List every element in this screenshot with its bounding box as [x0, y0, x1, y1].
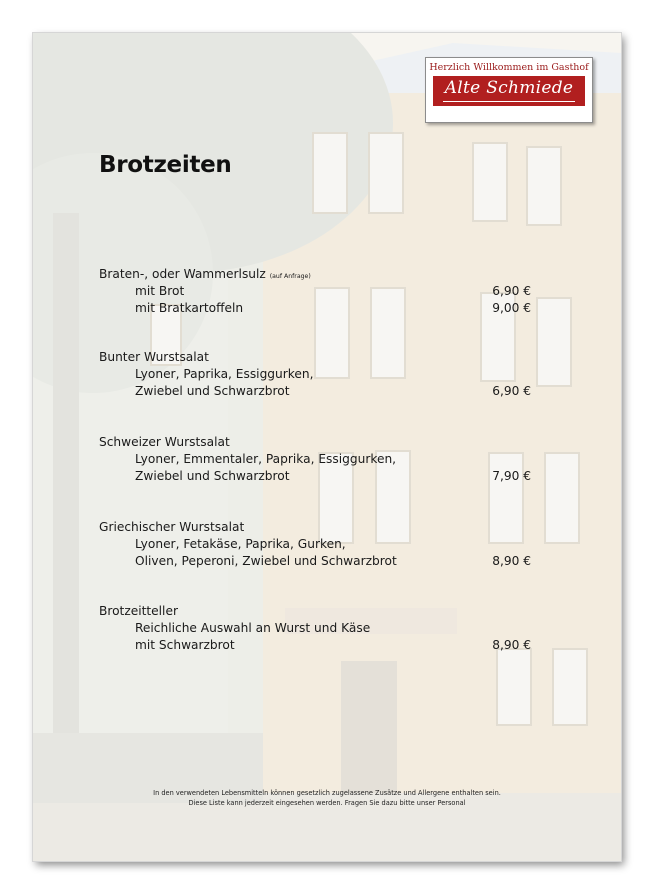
- menu-item-line: [99, 383, 531, 400]
- menu-item-name-row: [99, 603, 531, 620]
- logo-banner: [433, 76, 585, 106]
- logo-name: Alte Schmiede: [444, 78, 574, 98]
- gasthof-logo: [425, 57, 593, 123]
- menu-item-line-text: Lyoner, Paprika, Essiggurken,: [135, 367, 314, 381]
- menu-item-price: 8,90 €: [492, 554, 531, 568]
- menu-item-note: (auf Anfrage): [269, 273, 311, 280]
- menu-item-line: [99, 283, 531, 300]
- menu-item-line: [99, 637, 531, 654]
- menu-item-line: [99, 553, 531, 570]
- menu-item-price: 6,90 €: [492, 384, 531, 398]
- menu-item-price: 6,90 €: [492, 284, 531, 298]
- menu-item-name: Braten-, oder Wammerlsulz: [99, 267, 266, 281]
- menu-item-line: [99, 536, 531, 553]
- staff-notice: Diese Liste kann jederzeit eingesehen werden. Fragen Sie dazu bitte unser Personal: [188, 799, 466, 807]
- menu-item: [99, 434, 531, 485]
- menu-item-name-row: [99, 349, 531, 366]
- menu-item-price: 7,90 €: [492, 469, 531, 483]
- menu-item: [99, 519, 531, 570]
- allergen-notice: In den verwendeten Lebensmitteln können gesetzlich zugelassene Zusätze und Allergene enthalten sein.: [153, 789, 501, 797]
- menu-sheet: [33, 33, 621, 861]
- menu-item: [99, 349, 531, 400]
- logo-underline: [443, 101, 575, 102]
- menu-item-line: [99, 620, 531, 637]
- menu-item-line: [99, 468, 531, 485]
- menu-item-line-text: mit Schwarzbrot: [135, 638, 235, 652]
- menu-item-name: Schweizer Wurstsalat: [99, 435, 230, 449]
- menu-item-line-text: mit Brot: [135, 284, 185, 298]
- menu-item-name-row: [99, 266, 531, 283]
- menu-item-line-text: Lyoner, Fetakäse, Paprika, Gurken,: [135, 537, 346, 551]
- menu-item-line-text: Oliven, Peperoni, Zwiebel und Schwarzbrot: [135, 554, 397, 568]
- menu-item-price: 8,90 €: [492, 638, 531, 652]
- menu-item-line-text: Reichliche Auswahl an Wurst und Käse: [135, 621, 371, 635]
- menu-item-price: 9,00 €: [492, 301, 531, 315]
- menu-item-name: Griechischer Wurstsalat: [99, 520, 245, 534]
- logo-greeting: Herzlich Willkommen im Gasthof: [429, 62, 589, 73]
- menu-item-line-text: Zwiebel und Schwarzbrot: [135, 384, 290, 398]
- menu-item-name-row: [99, 434, 531, 451]
- menu-item-line-text: Zwiebel und Schwarzbrot: [135, 469, 290, 483]
- menu-item-name-row: [99, 519, 531, 536]
- menu-item-name: Bunter Wurstsalat: [99, 350, 209, 364]
- menu-item: [99, 603, 531, 654]
- menu-item-line: [99, 451, 531, 468]
- menu-item-line-text: mit Bratkartoffeln: [135, 301, 244, 315]
- page-title: Brotzeiten: [99, 152, 232, 178]
- menu-item-line: [99, 366, 531, 383]
- menu-item-line-text: Lyoner, Emmentaler, Paprika, Essiggurken,: [135, 452, 397, 466]
- menu-item-name: Brotzeitteller: [99, 604, 178, 618]
- menu-item-line: [99, 300, 531, 317]
- menu-item: [99, 266, 531, 317]
